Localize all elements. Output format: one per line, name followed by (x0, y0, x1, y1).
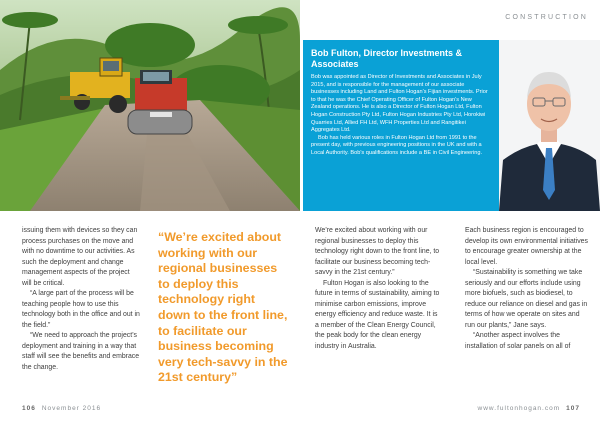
body-paragraph: “We need to approach the project’s deployment and training in a way that staff will see the benefits and embrace the change. (22, 332, 140, 371)
bio-text (311, 74, 491, 158)
pull-quote: “We’re excited about working with our regional businesses to deploy this technology right down to the front line, to facilitate our business becoming very tech-savvy in the 21st century” (158, 230, 288, 385)
portrait-photo (499, 40, 600, 211)
footer-right (478, 405, 580, 412)
bio-paragraph: Bob has held various roles in Fulton Hogan Ltd from 1991 to the present day, with previous engineering positions in the UK and with a Local Authority. Bob's qualifications include a BE in Civil Engineering. (311, 134, 483, 156)
body-paragraph: “Another aspect involves the installation of solar panels on all of (465, 332, 571, 350)
page-number-left: 106 (22, 405, 36, 412)
issue-date: November 2016 (41, 405, 102, 412)
body-paragraph: issuing them with devices so they can process purchases on the move and with no downtime to our activities. As such the deployment and change management aspects of the project will be critical. (22, 227, 138, 287)
body-paragraph: Fulton Hogan is also looking to the future in terms of sustainability, aiming to minimise carbon emissions, improve energy efficiency and reduce waste. It is a member of the Clean Energy Council, the peak body for the clean energy industry in Australia. (315, 279, 440, 350)
body-paragraph: We’re excited about working with our regional businesses to deploy this technology right down to the front line, to facilitate our business becoming tech-savvy in the 21st century.” (315, 227, 440, 276)
body-paragraph: “A large part of the process will be teaching people how to use this technology both in the office and out in the field.” (22, 290, 140, 329)
page-number-right: 107 (566, 405, 580, 412)
body-paragraph: “Sustainability is something we take seriously and our efforts include using more biofuels, such as biodiesel, to reduce our reliance on diesel and gas in terms of how we operate on sites and run our plants,” Jane says. (465, 269, 588, 329)
section-label: CONSTRUCTION (505, 14, 588, 21)
bio-name: Bob Fulton, Director Investments & Associates (311, 48, 463, 69)
road-works-photo (0, 0, 300, 211)
footer-left (22, 405, 101, 412)
body-column-1 (22, 226, 140, 373)
bio-box (303, 40, 499, 211)
body-column-4 (465, 226, 590, 352)
body-column-3 (315, 226, 443, 352)
body-paragraph: Each business region is encouraged to develop its own environmental initiatives to encourage greater ownership at the local level. (465, 227, 588, 266)
website-url: www.fultonhogan.com (477, 405, 561, 412)
bio-paragraph: Bob was appointed as Director of Investments and Associates in July 2015, and is responsible for the management of our associate businesses including Land and Fulton Hogan's Fijian investments. Prior to that he was the Chief Operating Officer of Fulton Hogan's New Zealand operations. He is also a Director of Fulton Hogan Ltd, Fulton Hogan Construction Pty Ltd, Fulton Hogan Industries Pty Ltd, Horokiwi Quarries Ltd, Allied FH Ltd, WFH Properties Ltd and Rangitikei Aggregates Ltd. (311, 74, 488, 134)
